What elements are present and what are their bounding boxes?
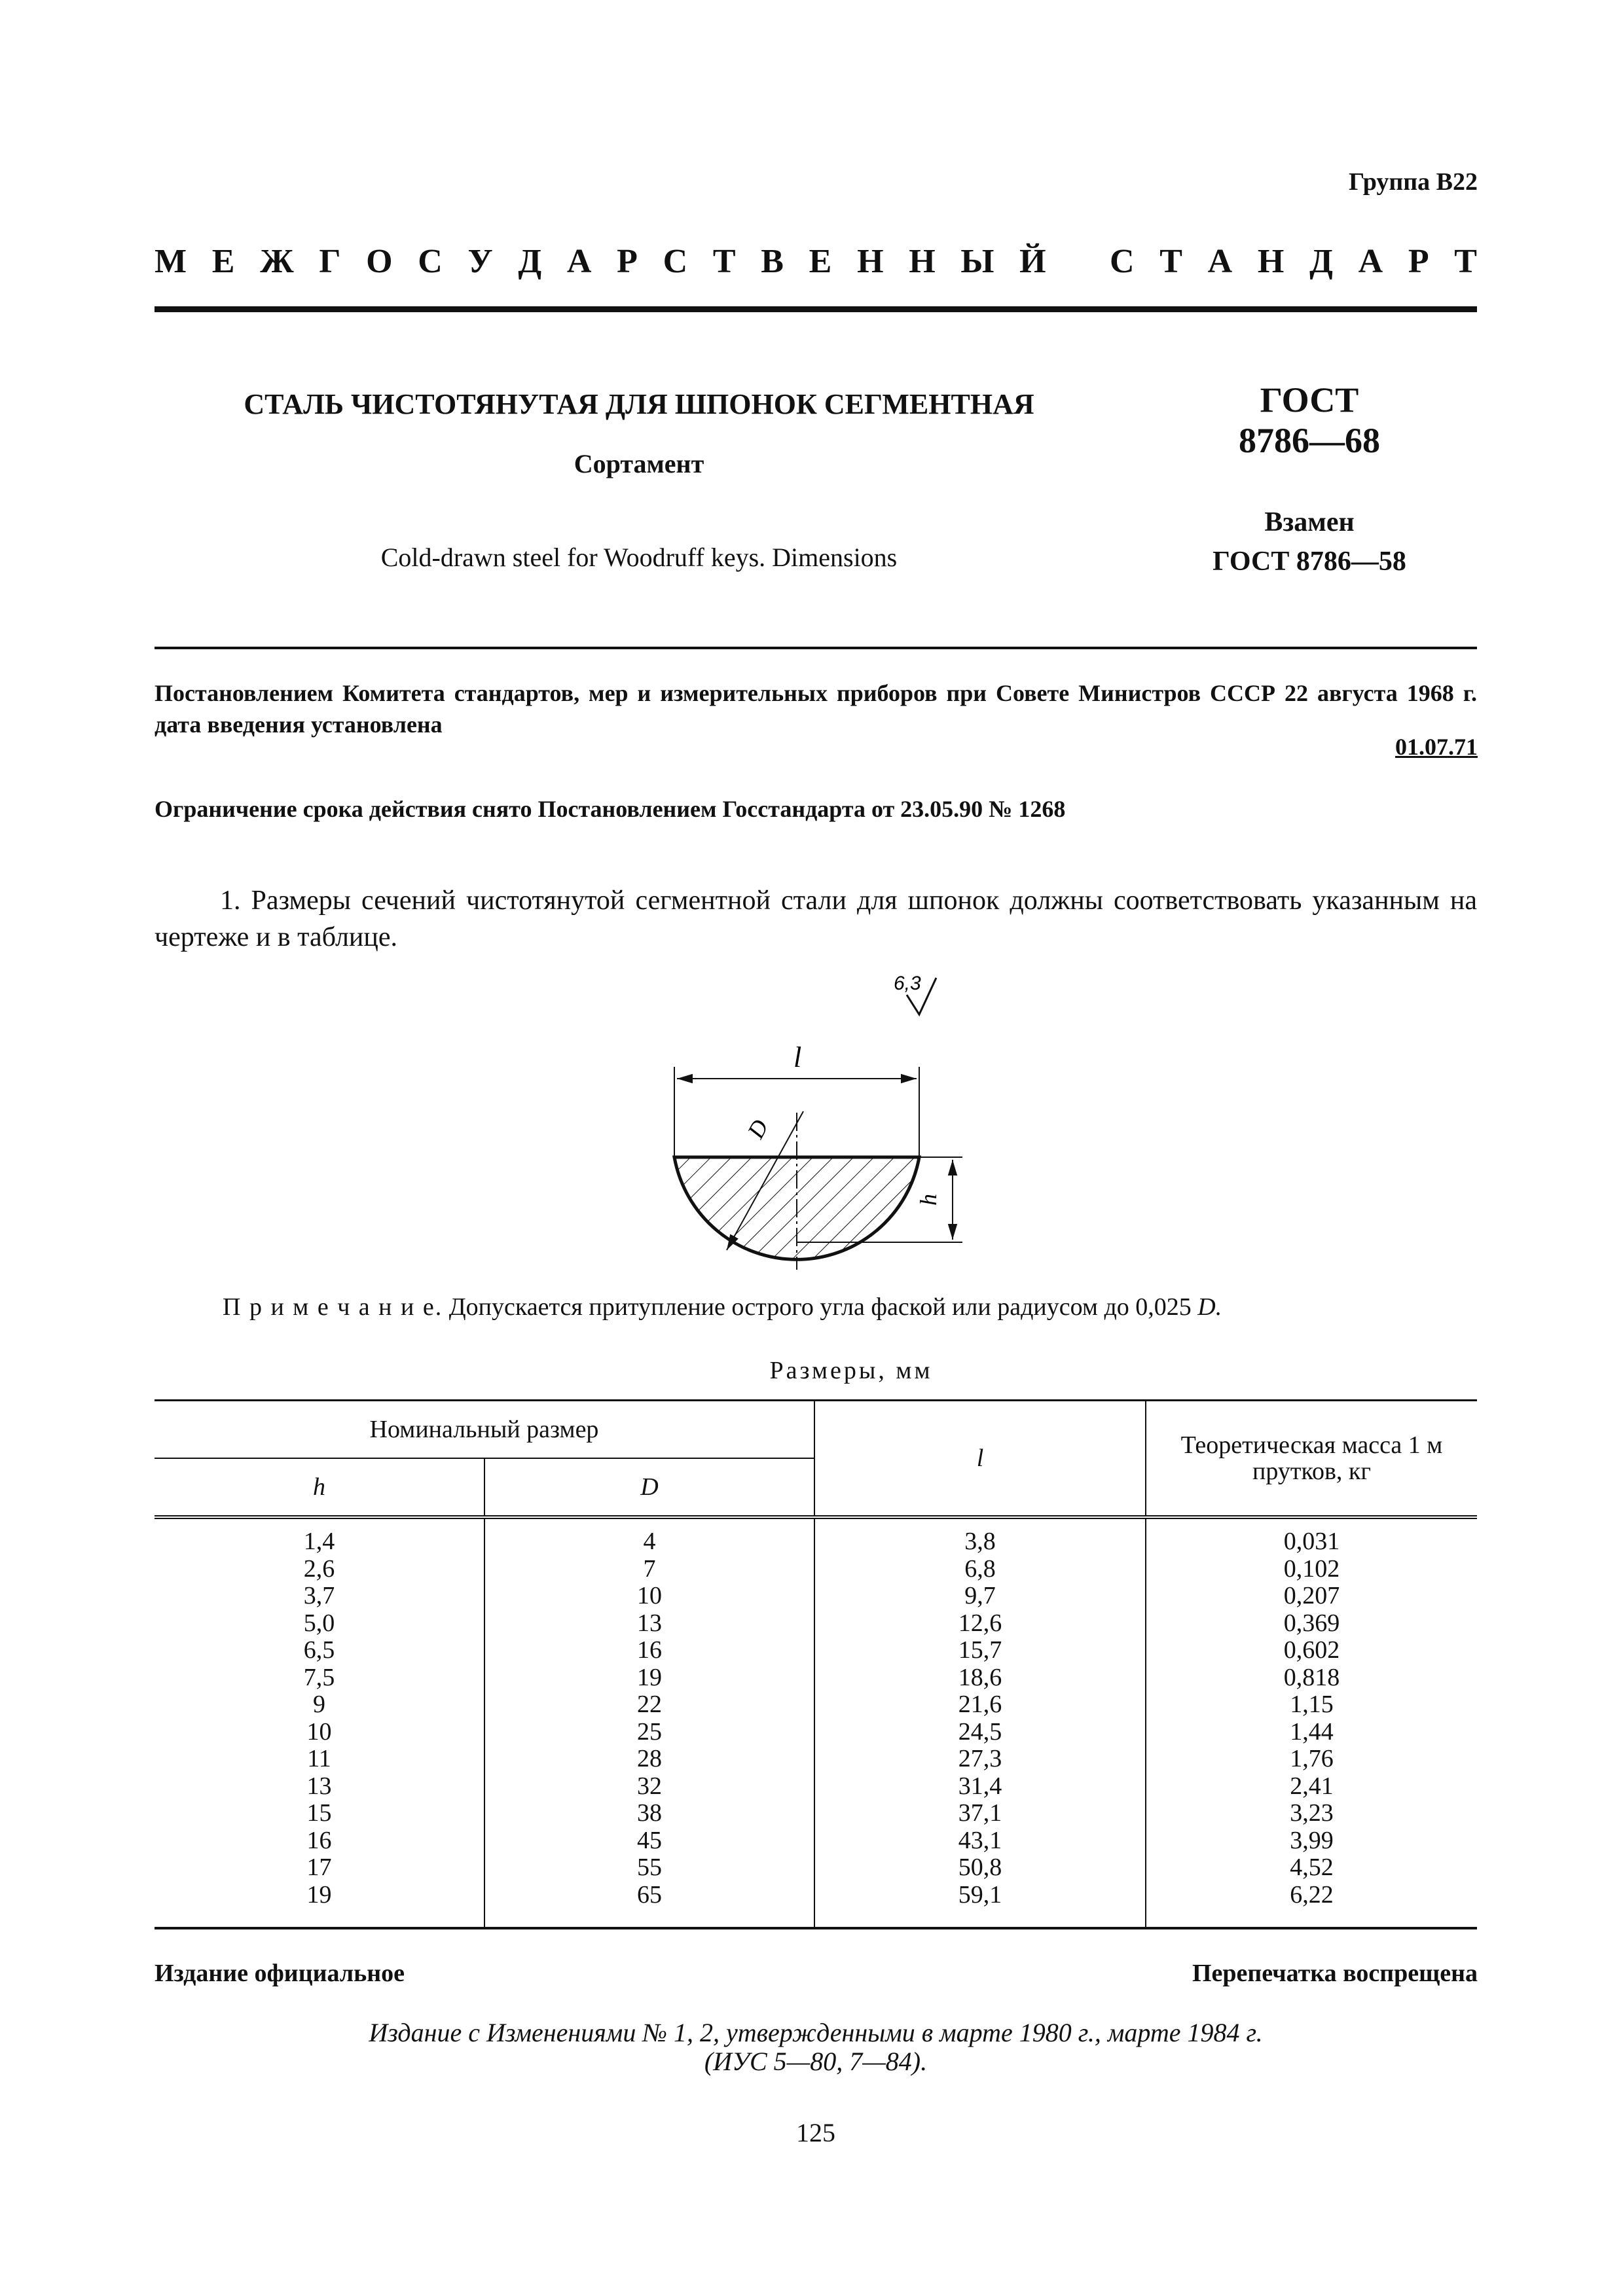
roughness-value: 6,3 bbox=[894, 973, 921, 994]
table-cell: 15,7 bbox=[958, 1636, 1002, 1664]
replaces-block bbox=[1159, 503, 1460, 581]
edition-note bbox=[155, 2018, 1477, 2076]
table-cell: 0,102 bbox=[1283, 1554, 1340, 1583]
header-mass: Теоретическая масса 1 м прутков, кг bbox=[1146, 1401, 1477, 1518]
note-label: П р и м е ч а н и е. bbox=[223, 1293, 443, 1321]
table-cell: 55 bbox=[637, 1854, 662, 1881]
gost-number: 8786—68 bbox=[1239, 421, 1380, 460]
banner-letter: А bbox=[1207, 243, 1233, 280]
table-cell: 13 bbox=[306, 1772, 332, 1800]
gost-label: ГОСТ bbox=[1260, 380, 1359, 420]
banner-letter: А bbox=[1358, 243, 1383, 280]
table-cell: 50,8 bbox=[958, 1854, 1002, 1881]
table-cell: 3,23 bbox=[1290, 1799, 1334, 1827]
banner-letter: Т bbox=[1454, 243, 1477, 280]
banner-letter: С bbox=[663, 243, 688, 280]
table-cell: 4,52 bbox=[1290, 1854, 1334, 1881]
table-cell: 1,4 bbox=[303, 1528, 335, 1555]
table-cell: 3,8 bbox=[964, 1528, 996, 1555]
table-cell: 37,1 bbox=[958, 1799, 1002, 1827]
table-cell: 1,15 bbox=[1290, 1691, 1334, 1718]
table-cell: 0,818 bbox=[1283, 1663, 1340, 1691]
table-cell: 32 bbox=[637, 1772, 662, 1800]
table-cell: 24,5 bbox=[958, 1717, 1002, 1746]
table-cell: 12,6 bbox=[958, 1609, 1002, 1637]
table-cell: 9,7 bbox=[964, 1582, 996, 1609]
banner-letter: Ы bbox=[960, 243, 994, 280]
banner-letter: С bbox=[1110, 243, 1135, 280]
table-cell: 13 bbox=[637, 1609, 662, 1637]
banner-letter: Е bbox=[809, 243, 832, 280]
table-cell: 9 bbox=[313, 1691, 325, 1718]
table-cell: 6,8 bbox=[964, 1554, 996, 1583]
header-rule bbox=[155, 306, 1477, 312]
banner-letter: Т bbox=[712, 243, 736, 280]
header-h: h bbox=[313, 1473, 325, 1501]
official-edition: Издание официальное bbox=[155, 1960, 405, 1987]
table-cell: 2,41 bbox=[1290, 1772, 1334, 1800]
banner-letter: Н bbox=[1257, 243, 1285, 280]
banner-letter: Н bbox=[909, 243, 936, 280]
table-cell: 31,4 bbox=[958, 1772, 1002, 1800]
banner-letter: Е bbox=[211, 243, 235, 280]
replaces-number: ГОСТ 8786—58 bbox=[1213, 547, 1406, 577]
table-cell: 7,5 bbox=[303, 1663, 335, 1691]
banner-letter: Д bbox=[1309, 243, 1333, 280]
table-cell: 27,3 bbox=[958, 1745, 1002, 1772]
column-h-values bbox=[155, 1517, 484, 1928]
edition-line-1: Издание с Изменениями № 1, 2, утвержденными в марте 1980 г., марте 1984 г. bbox=[369, 2018, 1263, 2047]
dimensions-table bbox=[155, 1399, 1477, 1929]
table-cell: 17 bbox=[306, 1854, 332, 1881]
banner-gap bbox=[1071, 242, 1084, 281]
table-cell: 16 bbox=[637, 1636, 662, 1664]
table-cell: 0,369 bbox=[1283, 1609, 1340, 1637]
table-cell: 6,22 bbox=[1290, 1880, 1334, 1909]
reprint-prohibited: Перепечатка воспрещена bbox=[1192, 1960, 1478, 1987]
page-number: 125 bbox=[796, 2118, 835, 2147]
table-cell: 7 bbox=[643, 1554, 656, 1583]
table-cell: 2,6 bbox=[303, 1554, 335, 1583]
table-cell: 28 bbox=[637, 1745, 662, 1772]
label-D: D bbox=[742, 1115, 774, 1143]
paragraph-1: 1. Размеры сечений чистотянутой сегментной стали для шпонок должны соответствовать указанным на чертеже и в таблице. bbox=[155, 886, 1477, 952]
banner-letter: А bbox=[566, 243, 592, 280]
table-cell: 3,7 bbox=[303, 1582, 335, 1609]
table-cell: 0,031 bbox=[1283, 1528, 1340, 1555]
table-cell: 38 bbox=[637, 1799, 662, 1827]
document-title: СТАЛЬ ЧИСТОТЯНУТАЯ ДЛЯ ШПОНОК СЕГМЕНТНАЯ bbox=[244, 388, 1034, 420]
title-rule bbox=[155, 647, 1477, 649]
note bbox=[223, 1293, 1222, 1321]
header-D: D bbox=[484, 1458, 814, 1517]
table-caption: Размеры, мм bbox=[769, 1357, 933, 1384]
group-code: Группа В22 bbox=[1348, 168, 1478, 196]
banner-letter: М bbox=[155, 243, 187, 280]
banner-letter: Т bbox=[1159, 243, 1182, 280]
table-cell: 21,6 bbox=[958, 1691, 1002, 1718]
table-cell: 16 bbox=[306, 1826, 332, 1854]
table-cell: 0,602 bbox=[1283, 1636, 1340, 1664]
table-cell: 11 bbox=[307, 1745, 331, 1772]
table-cell: 10 bbox=[306, 1717, 332, 1746]
table-cell: 65 bbox=[637, 1880, 662, 1909]
validity-limit-text: Ограничение срока действия снято Постановлением Госстандарта от 23.05.90 № 1268 bbox=[155, 796, 1066, 822]
introduction-date: 01.07.71 bbox=[1395, 734, 1478, 760]
table-cell: 19 bbox=[637, 1663, 662, 1691]
note-text: Допускается притупление острого угла фаской или радиусом до 0,025 bbox=[448, 1293, 1192, 1321]
table-cell: 22 bbox=[637, 1691, 662, 1718]
roughness-symbol bbox=[894, 973, 936, 1014]
column-D-values bbox=[484, 1517, 814, 1928]
interstate-standard-banner bbox=[155, 242, 1477, 281]
gost-number-block bbox=[1159, 380, 1460, 461]
table-cell: 18,6 bbox=[958, 1663, 1002, 1691]
banner-letter: У bbox=[467, 243, 493, 280]
table-cell: 43,1 bbox=[958, 1826, 1002, 1854]
replaces-label: Взамен bbox=[1264, 507, 1355, 537]
table-cell: 19 bbox=[306, 1880, 332, 1909]
banner-letter: Д bbox=[518, 243, 542, 280]
table-cell: 1,44 bbox=[1290, 1717, 1334, 1746]
table-cell: 3,99 bbox=[1290, 1826, 1334, 1854]
table-cell: 0,207 bbox=[1283, 1582, 1340, 1609]
table-cell: 25 bbox=[637, 1717, 662, 1746]
banner-letter: О bbox=[366, 243, 393, 280]
note-variable: D. bbox=[1197, 1293, 1222, 1321]
column-mass-values bbox=[1146, 1517, 1477, 1928]
cross-section-drawing bbox=[655, 969, 1008, 1270]
banner-letter: Р bbox=[1408, 243, 1429, 280]
table-cell: 45 bbox=[637, 1826, 662, 1854]
banner-letter: Ж bbox=[260, 243, 294, 280]
table-cell: 6,5 bbox=[303, 1636, 335, 1664]
table-cell: 59,1 bbox=[958, 1880, 1002, 1909]
edition-line-2: (ИУС 5—80, 7—84). bbox=[704, 2047, 928, 2076]
banner-letter: В bbox=[761, 243, 784, 280]
document-title-english: Cold-drawn steel for Woodruff keys. Dimensions bbox=[380, 543, 898, 572]
banner-letter: Й bbox=[1019, 243, 1046, 280]
table-cell: 15 bbox=[306, 1799, 332, 1827]
header-l: l bbox=[814, 1401, 1146, 1518]
table-cell: 10 bbox=[637, 1582, 662, 1609]
label-l: l bbox=[793, 1041, 802, 1073]
decree-text: Постановлением Комитета стандартов, мер и измерительных приборов при Совете Министров СССР 22 августа 1968 г. дата введения установлена bbox=[155, 680, 1477, 738]
banner-letter: Р bbox=[617, 243, 638, 280]
table-cell: 1,76 bbox=[1290, 1745, 1334, 1772]
banner-letter: Н bbox=[857, 243, 884, 280]
banner-letter: С bbox=[418, 243, 443, 280]
label-h: h bbox=[915, 1194, 941, 1206]
banner-letter: Г bbox=[319, 243, 341, 280]
header-nominal-size: Номинальный размер bbox=[155, 1401, 814, 1459]
table-cell: 5,0 bbox=[303, 1609, 335, 1637]
column-l-values bbox=[814, 1517, 1146, 1928]
document-subtitle: Сортамент bbox=[574, 449, 704, 478]
table-cell: 4 bbox=[643, 1528, 656, 1555]
